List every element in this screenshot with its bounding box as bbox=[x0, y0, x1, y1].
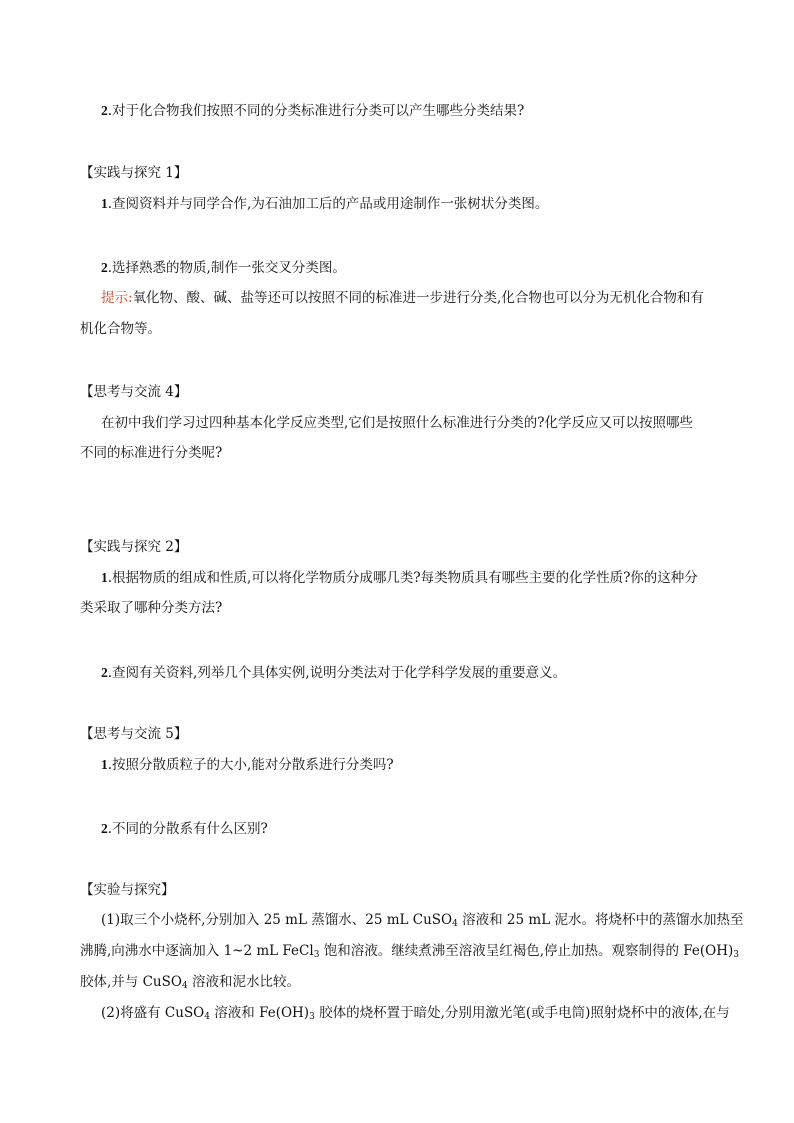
subscript: 3 bbox=[309, 1012, 315, 1022]
question-number: 2 bbox=[101, 260, 108, 275]
hint-text: 氧化物、酸、碱、盐等还可以按照不同的标准进一步进行分类,化合物也可以分为无机化合物和有 bbox=[132, 290, 704, 306]
section-heading-practice-1: 【实践与探究 1】 bbox=[80, 165, 188, 181]
practice-2-question-1-line-1 bbox=[101, 569, 698, 587]
text-run: 溶液和 Fe(OH) bbox=[210, 1005, 310, 1021]
experiment-paragraph-2-line-1 bbox=[101, 1004, 730, 1022]
discussion-4-line-2: 不同的标准进行分类呢? bbox=[80, 445, 223, 461]
hint-line-2: 机化合物等。 bbox=[80, 321, 161, 337]
question-text: .按照分散质粒子的大小,能对分散系进行分类吗? bbox=[107, 757, 394, 773]
text-run: 沸腾,向沸水中逐滴加入 1~2 mL FeCl bbox=[80, 943, 314, 959]
discussion-5-question-1 bbox=[101, 756, 394, 774]
question-number: 2 bbox=[101, 821, 108, 836]
text-run: 溶液和 25 mL 泥水。将烧杯中的蒸馏水加热至 bbox=[457, 912, 744, 928]
text-run: 胶体,并与 CuSO bbox=[80, 974, 182, 990]
discussion-4-line-1: 在初中我们学习过四种基本化学反应类型,它们是按照什么标准进行分类的?化学反应又可以按照哪些 bbox=[101, 415, 694, 431]
subscript: 3 bbox=[733, 950, 740, 960]
text-run: 胶体的烧杯置于暗处,分别用激光笔(或手电筒)照射烧杯中的液体,在与 bbox=[314, 1005, 730, 1021]
practice-1-question-1 bbox=[101, 195, 548, 213]
question-number: 1 bbox=[101, 757, 108, 772]
practice-2-question-1-line-2: 类采取了哪种分类方法? bbox=[80, 600, 223, 616]
hint-line-1 bbox=[101, 289, 704, 307]
section-heading-discussion-4: 【思考与交流 4】 bbox=[80, 384, 188, 400]
question-number: 1 bbox=[101, 570, 108, 585]
text-run: 饱和溶液。继续煮沸至溶液呈红褐色,停止加热。观察制得的 Fe(OH) bbox=[319, 943, 734, 959]
practice-2-question-2 bbox=[101, 664, 566, 682]
practice-1-question-2 bbox=[101, 259, 346, 277]
experiment-paragraph-1-line-2 bbox=[80, 942, 739, 960]
question-text: .不同的分散系有什么区别? bbox=[107, 821, 268, 837]
question-compound-classification bbox=[101, 102, 524, 120]
experiment-paragraph-1-line-3 bbox=[80, 973, 300, 991]
question-number: 2 bbox=[101, 665, 108, 680]
question-number: 1 bbox=[101, 196, 108, 211]
subscript: 4 bbox=[181, 981, 188, 991]
text-run: 溶液和泥水比较。 bbox=[187, 974, 300, 990]
question-text: .查阅有关资料,列举几个具体实例,说明分类法对于化学科学发展的重要意义。 bbox=[107, 665, 567, 681]
question-text: .对于化合物我们按照不同的分类标准进行分类可以产生哪些分类结果? bbox=[107, 103, 525, 119]
section-heading-practice-2: 【实践与探究 2】 bbox=[80, 539, 188, 555]
section-heading-discussion-5: 【思考与交流 5】 bbox=[80, 726, 188, 742]
section-heading-experiment: 【实验与探究】 bbox=[80, 882, 175, 898]
text-run: (2)将盛有 CuSO bbox=[101, 1005, 205, 1021]
subscript: 3 bbox=[313, 950, 320, 960]
text-run: (1)取三个小烧杯,分别加入 25 mL 蒸馏水、25 mL CuSO bbox=[101, 912, 453, 928]
hint-label: 提示: bbox=[101, 290, 133, 306]
question-number: 2 bbox=[101, 103, 108, 118]
question-text: .选择熟悉的物质,制作一张交叉分类图。 bbox=[107, 260, 346, 276]
question-text: .根据物质的组成和性质,可以将化学物质分成哪几类?每类物质具有哪些主要的化学性质?你的这种分 bbox=[107, 570, 698, 586]
subscript: 4 bbox=[452, 919, 458, 929]
discussion-5-question-2 bbox=[101, 820, 268, 838]
subscript: 4 bbox=[204, 1012, 210, 1022]
experiment-paragraph-1-line-1 bbox=[101, 911, 743, 929]
question-text: .查阅资料并与同学合作,为石油加工后的产品或用途制作一张树状分类图。 bbox=[107, 196, 549, 212]
